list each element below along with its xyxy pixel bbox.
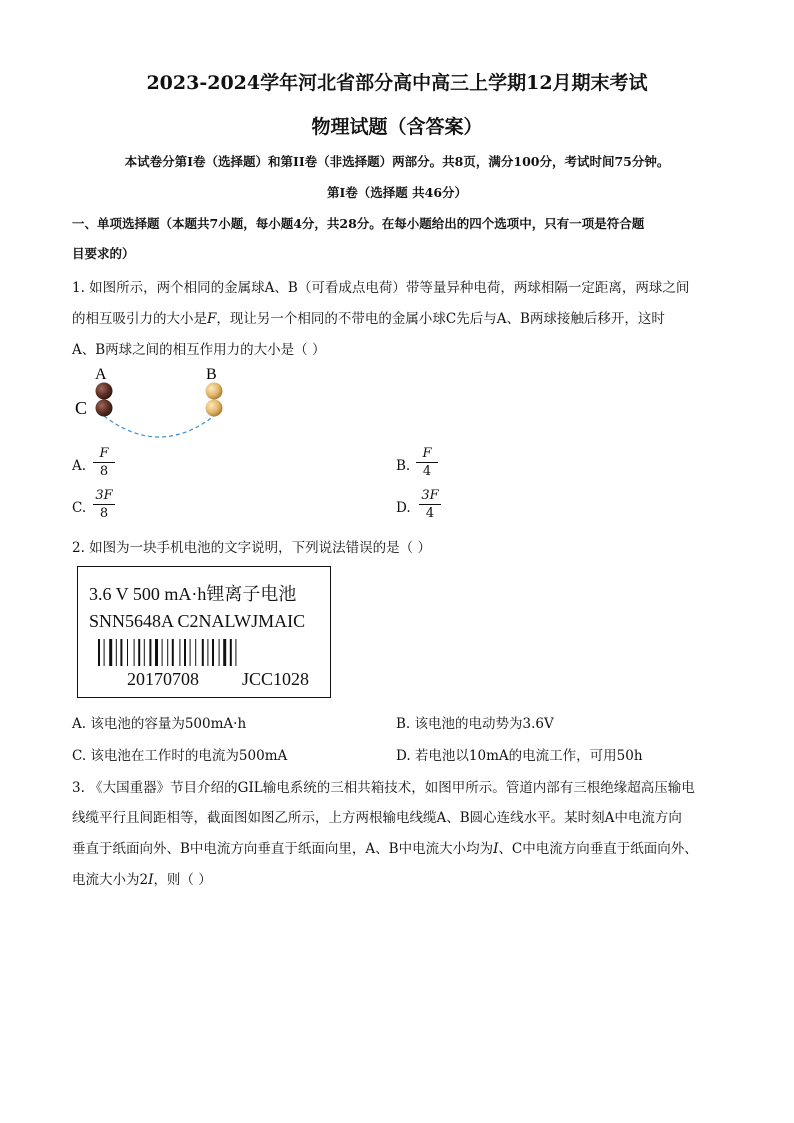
current-symbol: I (148, 872, 154, 888)
q1-option-a-letter[interactable]: A. (72, 458, 87, 474)
q1-option-b-fraction[interactable] (416, 446, 438, 479)
q3-stem-line3 (72, 837, 698, 857)
barcode-bar (195, 639, 196, 666)
q1-stem-line2 (72, 307, 665, 327)
barcode-bar (104, 639, 105, 666)
q2-stem: 2. 如图为一块手机电池的文字说明，下列说法错误的是（ ） (72, 540, 431, 556)
q1-stem-line3: A、B两球之间的相互作用力的大小是（ ） (72, 342, 326, 358)
q2-option-d[interactable]: D. 若电池以10mA的电流工作，可用50h (396, 748, 643, 764)
barcode-bar (162, 639, 163, 666)
q1-option-a-fraction[interactable] (93, 446, 115, 479)
barcode-bar (109, 639, 112, 666)
section-heading-cont: 目要求的） (72, 246, 135, 261)
section-heading: 一、单项选择题（本题共7小题，每小题4分，共28分。在每小题给出的四个选项中，只有一项是符合题 (72, 216, 645, 231)
barcode-bar (172, 639, 174, 666)
barcode-bar (127, 639, 128, 666)
q3-text: 电流大小为2 (72, 872, 149, 888)
barcode-bar (207, 639, 208, 666)
fraction-denominator: 8 (99, 464, 109, 479)
q1-stem-text: 的相互吸引力的大小是 (72, 311, 207, 327)
q1-force-symbol: F (207, 311, 217, 327)
sphere-a (96, 383, 113, 400)
q1-option-d-fraction[interactable] (419, 488, 441, 521)
q1-stem-text-cont: ，现让另一个相同的不带电的金属小球C先后与A、B两球接触后移开，这时 (216, 311, 665, 327)
barcode-bar (138, 639, 140, 666)
barcode (98, 639, 274, 666)
battery-label (77, 566, 331, 698)
q1-option-c-letter[interactable]: C. (72, 500, 87, 516)
fraction-numerator: 3F (95, 488, 113, 503)
barcode-bar (223, 639, 226, 666)
barcode-bar (190, 639, 191, 666)
q1-option-d-letter[interactable]: D. (396, 500, 411, 516)
q1-spheres-figure (72, 362, 242, 444)
battery-serial: SNN5648A C2NALWJMAIC (89, 611, 306, 631)
label-a: A (95, 366, 107, 383)
barcode-bar (184, 639, 186, 666)
barcode-bar (149, 639, 151, 666)
current-symbol: I (493, 841, 499, 857)
barcode-bar (134, 639, 135, 666)
barcode-bar (155, 639, 158, 666)
q2-option-a[interactable]: A. 该电池的容量为500mA·h (72, 716, 247, 732)
sphere-c (96, 400, 113, 417)
q3-text: 垂直于纸面向外、B中电流方向垂直于纸面向里，A、B中电流大小均为 (72, 841, 494, 857)
label-b: B (206, 366, 217, 383)
barcode-bar (230, 639, 232, 666)
document-subtitle: 物理试题（含答案） (311, 116, 483, 138)
sphere-b (206, 383, 223, 400)
volume-heading: 第I卷（选择题 共46分） (326, 185, 468, 200)
barcode-bar (144, 639, 145, 666)
barcode-bar (202, 639, 204, 666)
barcode-bar (167, 639, 168, 666)
q3-text-cont: ，则（ ） (153, 872, 212, 888)
fraction-numerator: F (422, 446, 432, 461)
document-title: 2023-2024学年河北省部分高中高三上学期12月期末考试 (146, 72, 648, 94)
q1-stem-line1: 1. 如图所示，两个相同的金属球A、B（可看成点电荷）带等量异种电荷，两球相隔一定距离，两球之间 (72, 280, 690, 296)
q3-text-cont: 、C中电流方向垂直于纸面向外、 (498, 841, 698, 857)
fraction-denominator: 4 (425, 506, 435, 521)
q2-option-c[interactable]: C. 该电池在工作时的电流为500mA (72, 748, 288, 764)
barcode-bar (98, 639, 100, 666)
barcode-bar (179, 639, 180, 666)
fraction-numerator: 3F (421, 488, 439, 503)
battery-date: 20170708 (127, 669, 199, 689)
q2-option-b[interactable]: B. 该电池的电动势为3.6V (396, 716, 554, 732)
q1-option-b-letter[interactable]: B. (396, 458, 411, 474)
q1-option-c-fraction[interactable] (93, 488, 115, 521)
sphere-b-contact (206, 400, 223, 417)
exam-notice: 本试卷分第I卷（选择题）和第II卷（非选择题）两部分。共8页，满分100分，考试时间75分钟。 (124, 154, 670, 169)
fraction-denominator: 8 (99, 506, 109, 521)
barcode-bar (212, 639, 214, 666)
label-c: C (75, 398, 88, 418)
battery-code: JCC1028 (242, 669, 310, 689)
fraction-numerator: F (99, 446, 109, 461)
q3-stem-line2: 线缆平行且间距相等，截面图如图乙所示，上方两根输电线缆A、B圆心连线水平。某时刻A中电流方向 (72, 810, 682, 826)
barcode-bar (219, 639, 220, 666)
connection-path (104, 416, 214, 437)
barcode-bar (235, 639, 236, 666)
fraction-denominator: 4 (422, 464, 432, 479)
barcode-bar (116, 639, 117, 666)
barcode-bar (120, 639, 122, 666)
q3-stem-line4 (72, 868, 212, 888)
battery-spec: 3.6 V 500 mA·h锂离子电池 (89, 584, 297, 604)
q3-stem-line1: 3. 《大国重器》节目介绍的GIL输电系统的三相共箱技术，如图甲所示。管道内部有三根绝缘超高压输电 (72, 780, 695, 796)
